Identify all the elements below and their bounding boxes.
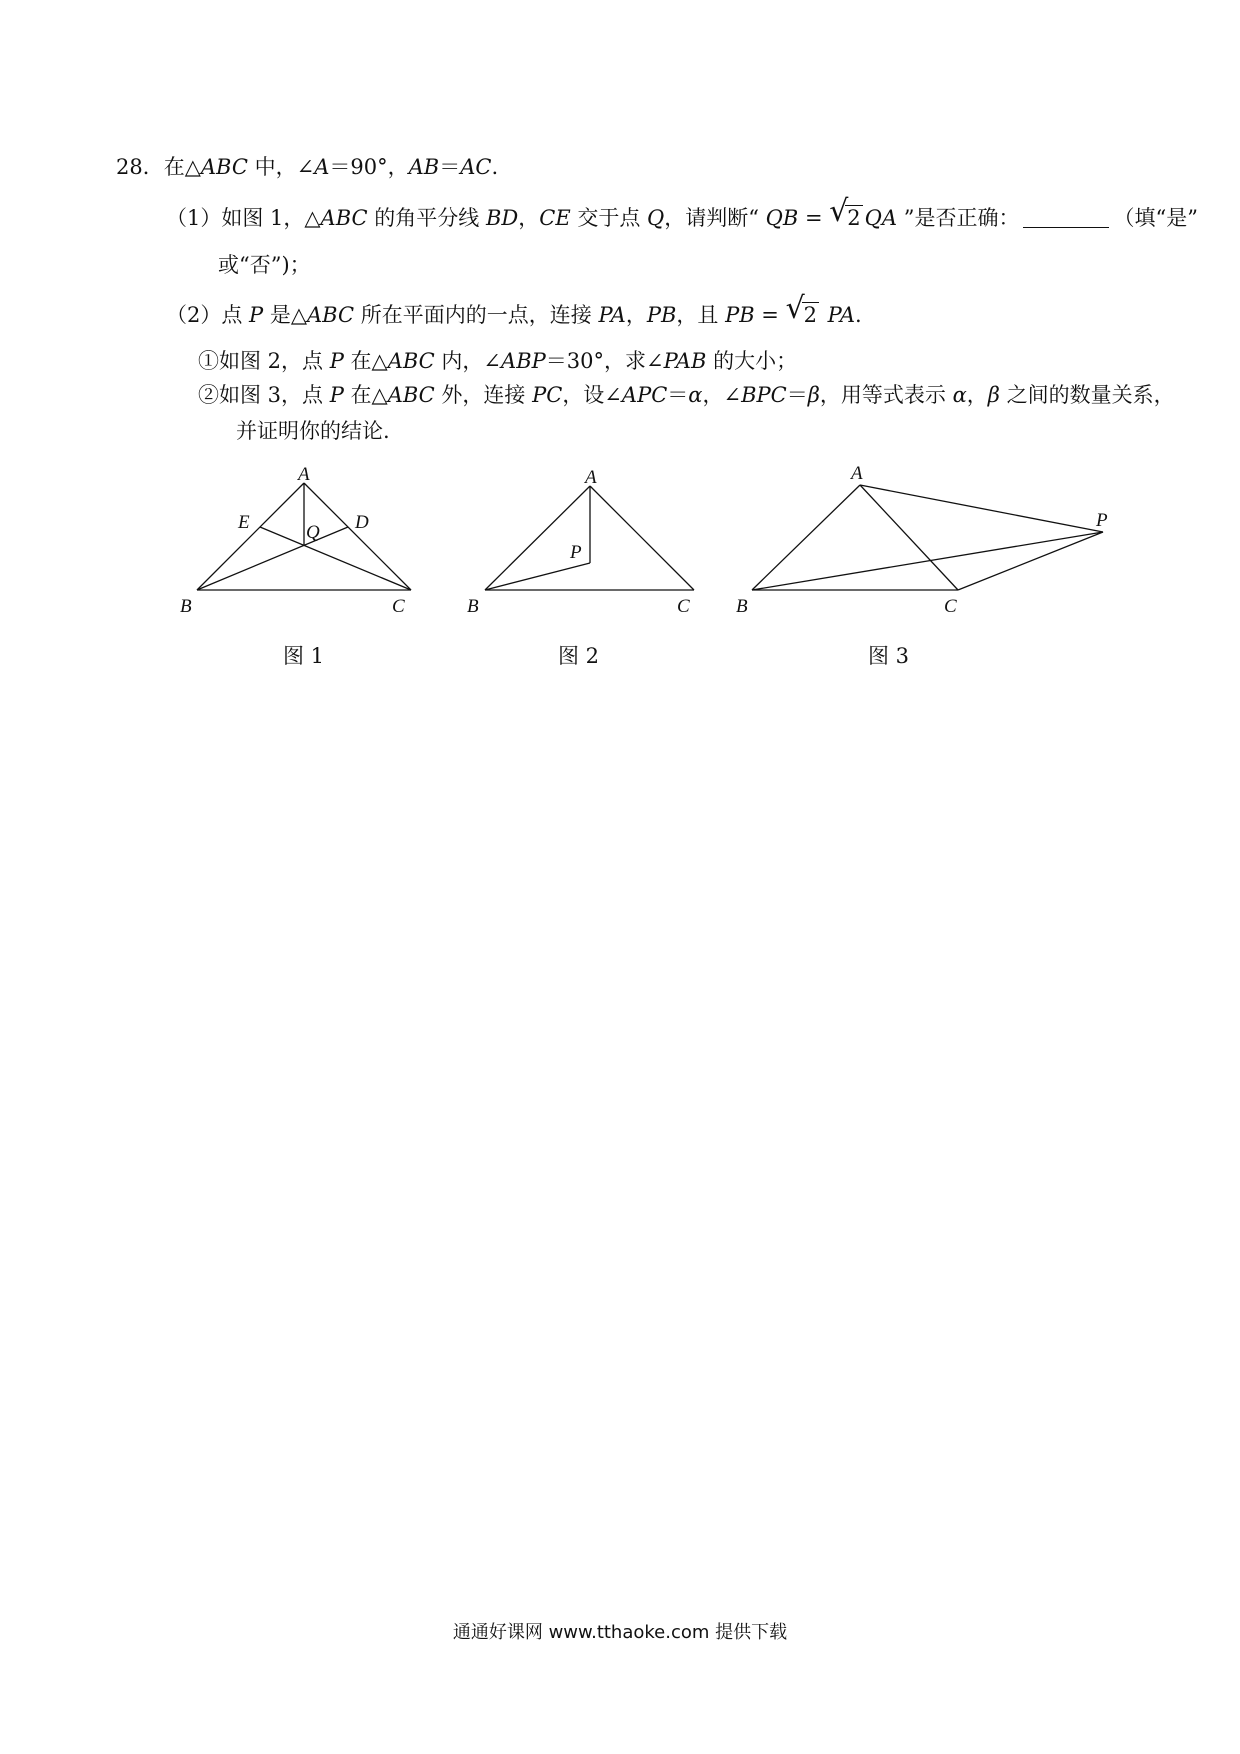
label-b: B xyxy=(736,596,748,617)
segment-ap xyxy=(860,485,1103,532)
bisector-bd xyxy=(197,527,348,590)
figure-2-labels xyxy=(467,467,690,617)
figure-2-drawing xyxy=(485,486,694,590)
label-a: A xyxy=(851,463,863,484)
label-c: C xyxy=(392,596,405,617)
figure-1-labels xyxy=(180,464,405,617)
label-p: P xyxy=(1096,510,1108,531)
label-p: P xyxy=(570,542,582,563)
label-c: C xyxy=(944,596,957,617)
label-q: Q xyxy=(306,522,320,543)
figure-1-caption: 图 1 xyxy=(283,644,325,668)
part1-line1: （1）如图 1，△ABC 的角平分线 BD，CE 交于点 Q，请判断“ QB = √ 2 QA ”是否正确： （填“是” xyxy=(166,203,1198,233)
label-c: C xyxy=(677,596,690,617)
label-e: E xyxy=(238,512,250,533)
answer-blank[interactable] xyxy=(1023,205,1109,228)
figure-3-caption: 图 3 xyxy=(868,644,910,668)
problem-stem: 28．在△ABC 中，∠A＝90°，AB＝AC. xyxy=(116,155,499,179)
subpart1-line: ①如图 2，点 P 在△ABC 内，∠ABP＝30°，求∠PAB 的大小； xyxy=(198,349,798,373)
sqrt-symbol: √ 2 xyxy=(786,300,819,330)
sqrt-symbol: √ 2 xyxy=(829,203,862,233)
segment-ac xyxy=(304,483,411,590)
subpart2-line1: ②如图 3，点 P 在△ABC 外，连接 PC，设∠APC＝α，∠BPC＝β，用等式表示 α，β 之间的数量关系， xyxy=(198,383,1175,407)
figure-2-caption: 图 2 xyxy=(558,644,600,668)
segment-bp xyxy=(752,532,1103,590)
bisector-ce xyxy=(260,527,411,590)
label-b: B xyxy=(467,596,479,617)
subpart2-line2: 并证明你的结论. xyxy=(236,419,390,443)
segment-bp xyxy=(485,563,590,590)
segment-ab xyxy=(197,483,304,590)
footer-text: 通通好课网 www.tthaoke.com 提供下载 xyxy=(452,1622,788,1643)
figure-3-labels xyxy=(736,463,1108,617)
segment-ac xyxy=(590,486,694,590)
segment-ac xyxy=(860,485,958,590)
label-d: D xyxy=(355,512,369,533)
label-a: A xyxy=(298,464,310,485)
problem-number: 28． xyxy=(116,155,164,179)
label-b: B xyxy=(180,596,192,617)
segment-cp xyxy=(958,532,1103,590)
figure-3-drawing xyxy=(752,485,1103,590)
figure-1-drawing xyxy=(197,483,411,590)
part1-line2: 或“否”)； xyxy=(218,253,311,277)
segment-ab xyxy=(485,486,590,590)
part2-line: （2）点 P 是△ABC 所在平面内的一点，连接 PA，PB，且 PB = √ 2 PA. xyxy=(166,300,862,330)
label-a: A xyxy=(585,467,597,488)
segment-ab xyxy=(752,485,860,590)
